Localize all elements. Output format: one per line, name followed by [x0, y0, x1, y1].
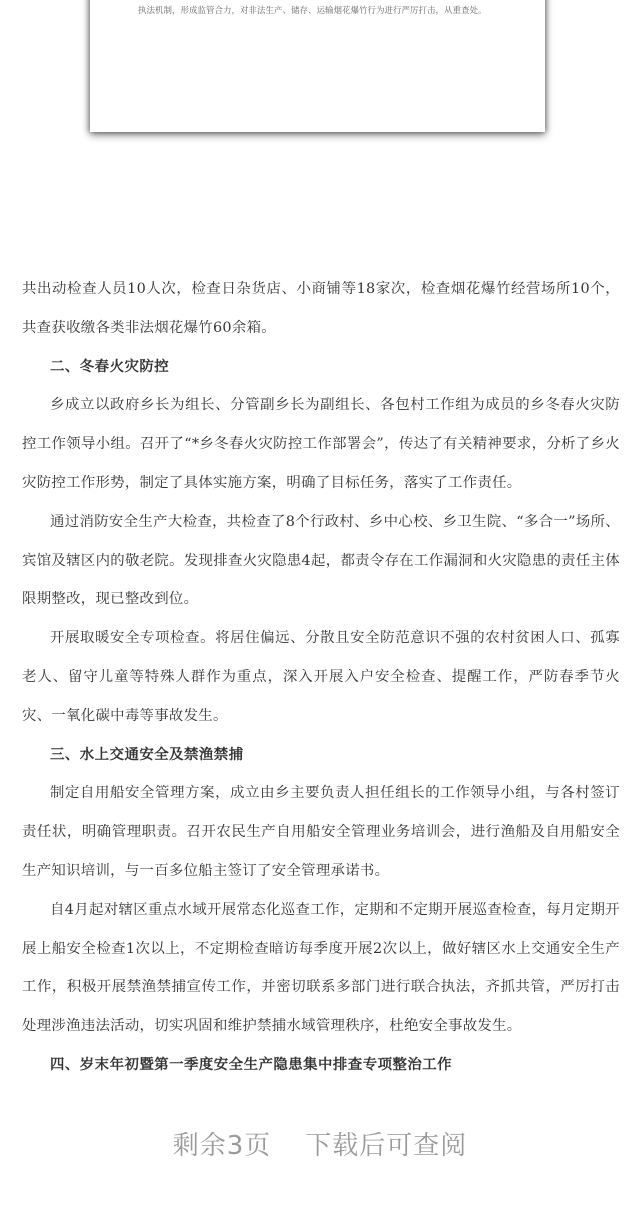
paragraph: 自4月起对辖区重点水域开展常态化巡查工作，定期和不定期开展巡查检查，每月定期开展上船安全检查1次以上，不定期检查暗访每季度开展2次以上，做好辖区水上交通安全生产工作，积极开展禁渔禁捕宣传工作，并密切联系多部门进行联合执法，齐抓共管，严厉打击处理涉渔违法活动，切实巩固和维护禁捕水域管理秩序，杜绝安全事故发生。: [22, 901, 620, 1035]
preview-text: [138, 0, 538, 22]
section-heading-4: 四、岁末年初暨第一季度安全生产隐患集中排查专项整治工作: [50, 1055, 453, 1073]
remaining-pages-label: 剩余3页: [172, 1131, 272, 1161]
paragraph: 开展取暖安全专项检查。将居住偏远、分散且安全防范意识不强的农村贫困人口、孤寡老人、留守儿童等特殊人群作为重点，深入开展入户安全检查、提醒工作，严防春季节火灾、一氧化碳中毒等事故发生。: [22, 630, 620, 724]
download-to-view-label: 下载后可查阅: [305, 1131, 468, 1161]
paragraph: 制定自用船安全管理方案，成立由乡主要负责人担任组长的工作领导小组，与各村签订责任状，明确管理职责。召开农民生产自用船安全管理业务培训会，进行渔船及自用船安全生产知识培训，与一百多位船主签订了安全管理承诺书。: [22, 785, 620, 879]
paragraph-intro: 共出动检查人员10人次，检查日杂货店、小商铺等18家次，检查烟花爆竹经营场所10个，共查获收缴各类非法烟花爆竹60余箱。: [22, 281, 620, 336]
document-body: [22, 270, 620, 1085]
section-heading-2: 二、冬春火灾防控: [50, 357, 170, 375]
paragraph: 乡成立以政府乡长为组长、分管副乡长为副组长、各包村工作组为成员的乡冬春火灾防控工作领导小组。召开了“*乡冬春火灾防控工作部署会”，传达了有关精神要求，分析了乡火灾防控工作形势，制定了具体实施方案，明确了目标任务，落实了工作责任。: [22, 397, 620, 491]
preview-page-thumbnail: [90, 0, 545, 132]
preview-line: 执法机制，形成监管合力，对非法生产、储存、运输烟花爆竹行为进行严厉打击，从重查处。: [138, 6, 487, 16]
section-heading-3: 三、水上交通安全及禁渔禁捕: [50, 745, 244, 763]
remaining-pages-banner[interactable]: [0, 1125, 640, 1162]
paragraph: 通过消防安全生产大检查，共检查了8个行政村、乡中心校、乡卫生院、“多合一”场所、宾馆及辖区内的敬老院。发现排查火灾隐患4起，都责令存在工作漏洞和火灾隐患的责任主体限期整改，现已整改到位。: [22, 513, 620, 608]
